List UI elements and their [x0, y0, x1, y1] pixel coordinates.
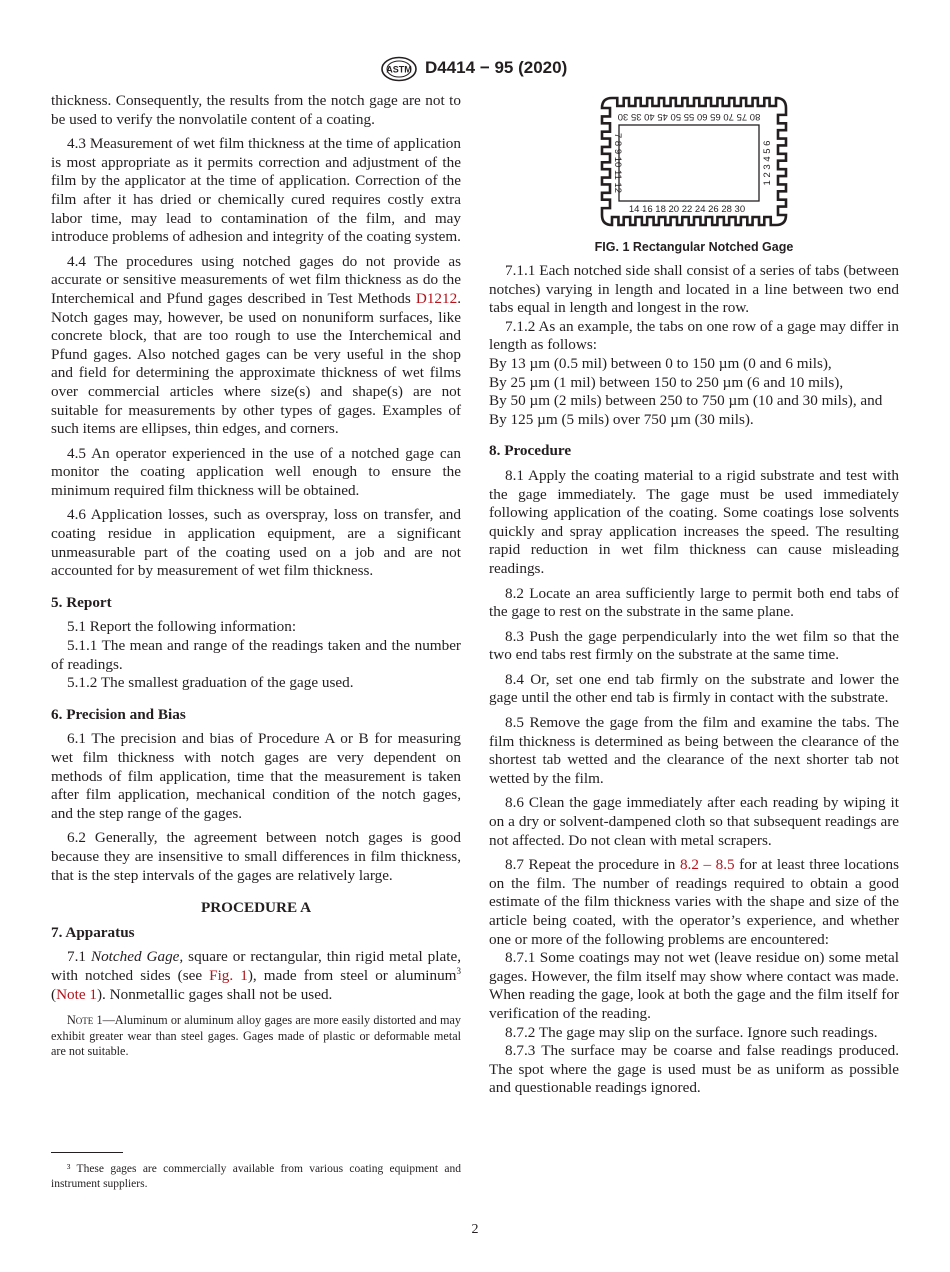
heading-7-apparatus: 7. Apparatus — [51, 923, 135, 941]
paragraph-8-7-1: 8.7.1 Some coatings may not wet (leave residue on) some metal gages. However, the film itself may show where contact was made. When reading the gage, look at both the gage and the film itself for verification of the reading. — [489, 949, 899, 1022]
paragraph-8-3: 8.3 Push the gage perpendicularly into the wet film so that the two end tabs rest firmly on the substrate at the same time. — [489, 627, 899, 664]
bottom-scale: 14 16 18 20 22 24 26 28 30 — [628, 204, 746, 215]
tab-length-line-4: By 125 µm (5 mils) over 750 µm (30 mils). — [489, 410, 754, 428]
heading-8-procedure: 8. Procedure — [489, 442, 572, 460]
footnote-3: ³ These gages are commercially available from various coating equipment and instrument suppliers. — [51, 1163, 461, 1190]
d1212-link[interactable]: D1212 — [415, 289, 458, 307]
figure-caption: FIG. 1 Rectangular Notched Gage — [594, 239, 794, 254]
paragraph-8-4: 8.4 Or, set one end tab firmly on the substrate and lower the gage until the other end tab is firmly in contact with the substrate. — [489, 670, 899, 707]
paragraph-6-1: 6.1 The precision and bias of Procedure A or B for measuring wet film thickness with notch gages are very dependent on methods of film application, time that the measurement is taken after film application, mechanical condition of the notch gages, and the step range of the gages. — [51, 730, 461, 822]
tab-length-line-3: By 50 µm (2 mils) between 250 to 750 µm (10 and 30 mils), and — [489, 392, 883, 410]
page-header — [0, 56, 950, 86]
figure-1 — [489, 92, 899, 254]
tab-length-line-1: By 13 µm (0.5 mil) between 0 to 150 µm (0 and 6 mils), — [489, 354, 832, 372]
top-scale: 80 75 70 65 60 55 50 45 40 35 30 — [617, 111, 761, 122]
paragraph-4-6: 4.6 Application losses, such as overspray, loss on transfer, and coating residue in application equipment, are a significant unmeasurable part of the coating used on a job and are not accounted for by measurement of wet film thickness. — [51, 506, 461, 580]
note-1: Note 1—Aluminum or aluminum alloy gages are more easily distorted and may exhibit greater wear than steel gages. Gages made of plastic or deformable metal are not suitable. — [51, 1013, 461, 1059]
paragraph-6-2: 6.2 Generally, the agreement between notch gages is good because they are insensitive to small differences in film thickness, that is the step intervals of the gages are relatively large. — [51, 829, 461, 884]
right-column — [489, 92, 899, 1098]
right-scale: 1 2 3 4 5 6 — [762, 140, 773, 186]
heading-6-precision-bias: 6. Precision and Bias — [51, 705, 186, 723]
paragraph-7-1: 7.1 Notched Gage, square or rectangular, thin rigid metal plate, with notched sides (see Fig. 1), made from steel or aluminum$^3$ (Note 1). Nonmetallic gages shall not be used. — [51, 948, 461, 1003]
notched-gage-drawing — [489, 92, 899, 232]
procedure-a-heading: PROCEDURE A — [200, 899, 312, 917]
left-column — [51, 92, 461, 1060]
paragraph-5-1-2: 5.1.2 The smallest graduation of the gage used. — [67, 674, 354, 692]
fig-1-link[interactable]: Fig. 1 — [209, 966, 248, 984]
paragraph-4-4: 4.4 The procedures using notched gages do not provide as accurate or sensitive measurements of wet film thickness as do the Interchemical and Pfund gages described in Test Methods D1212. Notch gages may, however, be used on nonuniform surfaces, like concrete block, that are too rough to use the Interchemical and Pfund gages. Also notched gages can be very useful in the shop and field for determining the approximate thickness of wet films over commercial articles where size(s) and shape(s) are not suitable for measurements by other types of gages. Examples of such items are ellipses, thin edges, and corners. — [51, 252, 461, 438]
paragraph-continuation: thickness. Consequently, the results from the notch gage are not to be used to verify the nonvolatile content of a coating. — [51, 92, 461, 128]
logo-text: ASTM — [386, 64, 412, 75]
paragraph-8-1: 8.1 Apply the coating material to a rigid substrate and test with the gage immediately. The gage must be used immediately following application of the coating. Some coatings lose solvents quickly and spray application increases the speed. The resulting rapid reduction in wet film thickness can cause misleading readings. — [489, 466, 899, 577]
tab-length-line-2: By 25 µm (1 mil) between 150 to 250 µm (6 and 10 mils), — [489, 373, 844, 391]
astm-logo — [380, 56, 418, 82]
paragraph-8-6: 8.6 Clean the gage immediately after each reading by wiping it on a dry or solvent-dampened cloth so that subsequent readings are not affected. Do not clean with metal scrapers. — [489, 794, 899, 849]
paragraph-5-1-1: 5.1.1 The mean and range of the readings taken and the number of readings. — [51, 637, 461, 673]
paragraph-7-1-2: 7.1.2 As an example, the tabs on one row of a gage may differ in length as follows: — [489, 317, 899, 354]
paragraph-4-5: 4.5 An operator experienced in the use of a notched gage can monitor the coating application well enough to ensure the minimum required film thickness will be obtained. — [51, 444, 461, 499]
paragraph-4-3: 4.3 Measurement of wet film thickness at the time of application is most appropriate as it permits correction and adjustment of the film by the applicator at the time of application. Correction of the film after it has dried or chemically cured requires costly extra labor time, may lead to contamination of the film, and may introduce problems of adhesion and integrity of the coating system. — [51, 135, 461, 246]
paragraph-8-5: 8.5 Remove the gage from the film and examine the tabs. The film thickness is determined as being between the clearance of the shortest tab wetted and the clearance of the next shorter tab not wetted by the film. — [489, 714, 899, 787]
paragraph-8-7-2: 8.7.2 The gage may slip on the surface. Ignore such readings. — [505, 1023, 878, 1041]
section-8-2-8-5-link[interactable]: 8.2 – 8.5 — [679, 856, 735, 874]
note-1-link[interactable]: Note 1 — [56, 985, 97, 1003]
paragraph-8-2: 8.2 Locate an area sufficiently large to permit both end tabs of the gage to rest on the substrate in the same plane. — [489, 584, 899, 621]
page-number: 2 — [471, 1222, 479, 1237]
paragraph-8-7: 8.7 Repeat the procedure in 8.2 – 8.5 for at least three locations on the film. The number of readings required to obtain a good estimate of the film thickness varies with the shape and size of the article being coated, with the operator’s experience, and whether one or more of the following problems are encountered: — [489, 856, 900, 948]
paragraph-8-7-3: 8.7.3 The surface may be coarse and false readings produced. The spot where the gage is used must be as uniform as possible and questionable readings ignored. — [489, 1042, 899, 1097]
paragraph-5-1: 5.1 Report the following information: — [67, 618, 297, 636]
paragraph-7-1-1: 7.1.1 Each notched side shall consist of a series of tabs (between notches) varying in length and located in a line between two end tabs equal in length and longest in the row. — [489, 262, 899, 317]
heading-5-report: 5. Report — [51, 593, 112, 611]
footnote-divider — [51, 1152, 123, 1153]
left-scale: 7 8 9 10 11 12 — [612, 132, 623, 194]
standard-designation: D4414 − 95 (2020) — [425, 58, 568, 77]
footnote-ref-3[interactable]: 3 — [456, 965, 461, 976]
